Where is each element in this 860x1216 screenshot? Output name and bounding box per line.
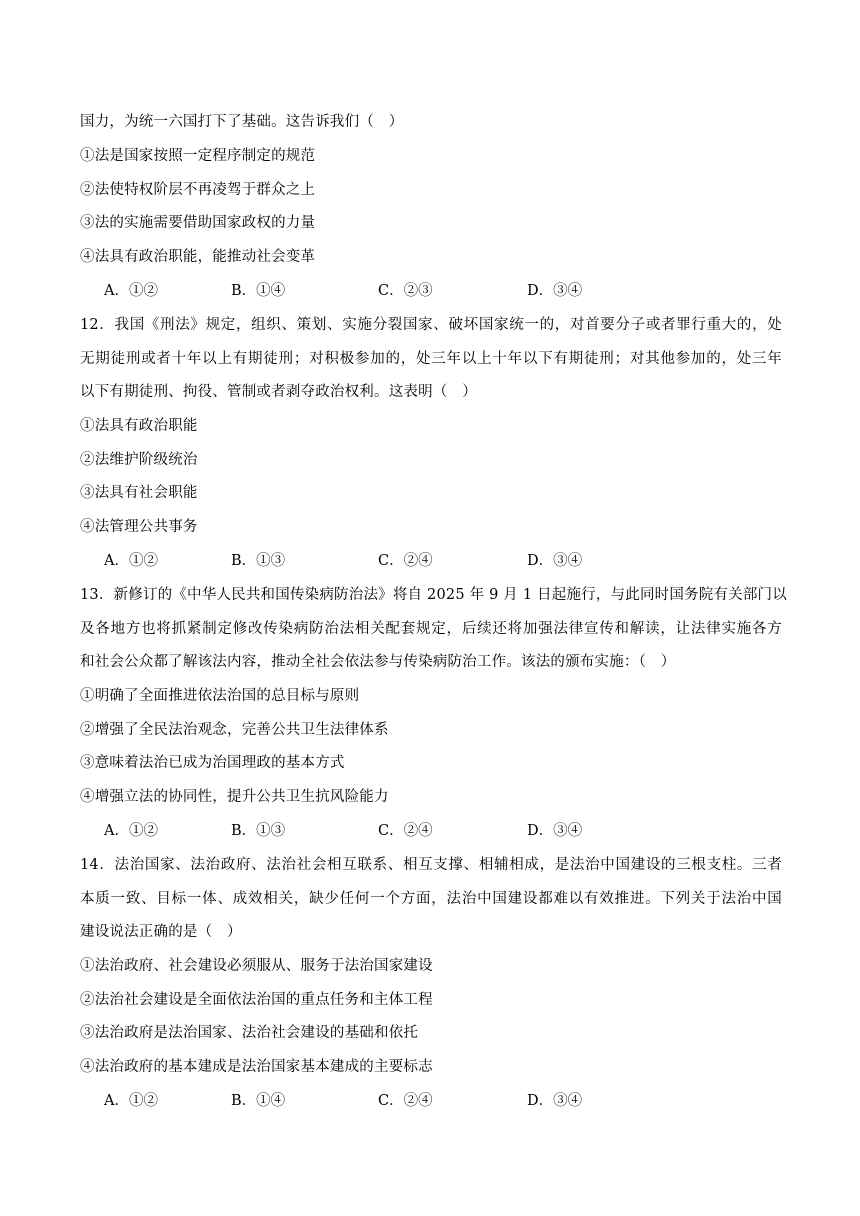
q12-option-a[interactable]: A．①② bbox=[104, 553, 158, 569]
q14-stem-line-1: 14．法治国家、法治政府、法治社会相互联系、相互支撑、相辅相成，是法治中国建设的三根支柱。三者 bbox=[80, 857, 782, 873]
q11-stem-tail: 国力，为统一六国打下了基础。这告诉我们（ ） bbox=[80, 114, 404, 130]
q14-stem-line-3: 建设说法正确的是（ ） bbox=[80, 924, 242, 940]
q11-option-c[interactable]: C．②③ bbox=[378, 283, 433, 299]
q13-statement-2: ②增强了全民法治观念，完善公共卫生法律体系 bbox=[80, 722, 389, 738]
q14-statement-2: ②法治社会建设是全面依法治国的重点任务和主体工程 bbox=[80, 992, 433, 1008]
q14-option-b[interactable]: B．①④ bbox=[231, 1093, 286, 1109]
q12-option-c[interactable]: C．②④ bbox=[378, 553, 433, 569]
q13-stem-line-3: 和社会公众都了解该法内容，推动全社会依法参与传染病防治工作。该法的颁布实施：（ ） bbox=[80, 654, 676, 670]
q13-stem-line-2: 及各地方也将抓紧制定修改传染病防治法相关配套规定，后续还将加强法律宣传和解读，让法律实施各方 bbox=[80, 621, 782, 637]
q12-stem-line-3: 以下有期徒刑、拘役、管制或者剥夺政治权利。这表明（ ） bbox=[80, 384, 477, 400]
q11-statement-4: ④法具有政治职能，能推动社会变革 bbox=[80, 249, 316, 265]
q11-statement-1: ①法是国家按照一定程序制定的规范 bbox=[80, 148, 316, 164]
q13-statement-3: ③意味着法治已成为治国理政的基本方式 bbox=[80, 755, 345, 771]
q12-options bbox=[104, 551, 704, 571]
q12-option-d[interactable]: D．③④ bbox=[527, 553, 583, 569]
q13-options bbox=[104, 821, 704, 841]
q14-stem-line-2: 本质一致、目标一体、成效相关，缺少任何一个方面，法治中国建设都难以有效推进。下列关于法治中国 bbox=[80, 891, 782, 907]
q13-statement-4: ④增强立法的协同性，提升公共卫生抗风险能力 bbox=[80, 789, 389, 805]
q11-statement-2: ②法使特权阶层不再凌驾于群众之上 bbox=[80, 182, 316, 198]
q11-option-a[interactable]: A．①② bbox=[104, 283, 158, 299]
q13-option-a[interactable]: A．①② bbox=[104, 823, 158, 839]
q13-option-b[interactable]: B．①③ bbox=[231, 823, 286, 839]
q13-statement-1: ①明确了全面推进依法治国的总目标与原则 bbox=[80, 688, 360, 704]
q14-options bbox=[104, 1091, 704, 1111]
q11-option-b[interactable]: B．①④ bbox=[231, 283, 286, 299]
q13-option-d[interactable]: D．③④ bbox=[527, 823, 583, 839]
q12-statement-4: ④法管理公共事务 bbox=[80, 519, 198, 535]
q13-option-c[interactable]: C．②④ bbox=[378, 823, 433, 839]
q11-statement-3: ③法的实施需要借助国家政权的力量 bbox=[80, 215, 316, 231]
q12-statement-3: ③法具有社会职能 bbox=[80, 485, 198, 501]
q12-statement-2: ②法维护阶级统治 bbox=[80, 452, 198, 468]
q13-stem-line-1: 13．新修订的《中华人民共和国传染病防治法》将自 2025 年 9 月 1 日起施行，与此同时国务院有关部门以 bbox=[80, 587, 787, 603]
q11-option-d[interactable]: D．③④ bbox=[527, 283, 583, 299]
q12-option-b[interactable]: B．①③ bbox=[231, 553, 286, 569]
q14-statement-4: ④法治政府的基本建成是法治国家基本建成的主要标志 bbox=[80, 1059, 433, 1075]
q12-stem-line-1: 12．我国《刑法》规定，组织、策划、实施分裂国家、破坏国家统一的，对首要分子或者罪行重大的，处 bbox=[80, 317, 782, 333]
q14-statement-3: ③法治政府是法治国家、法治社会建设的基础和依托 bbox=[80, 1025, 419, 1041]
q14-option-a[interactable]: A．①② bbox=[104, 1093, 158, 1109]
q11-options bbox=[104, 281, 704, 301]
q14-option-c[interactable]: C．②④ bbox=[378, 1093, 433, 1109]
q12-stem-line-2: 无期徒刑或者十年以上有期徒刑；对积极参加的，处三年以上十年以下有期徒刑；对其他参加的，处三年 bbox=[80, 351, 782, 367]
q14-option-d[interactable]: D．③④ bbox=[527, 1093, 583, 1109]
q12-statement-1: ①法具有政治职能 bbox=[80, 418, 198, 434]
q14-statement-1: ①法治政府、社会建设必须服从、服务于法治国家建设 bbox=[80, 958, 433, 974]
